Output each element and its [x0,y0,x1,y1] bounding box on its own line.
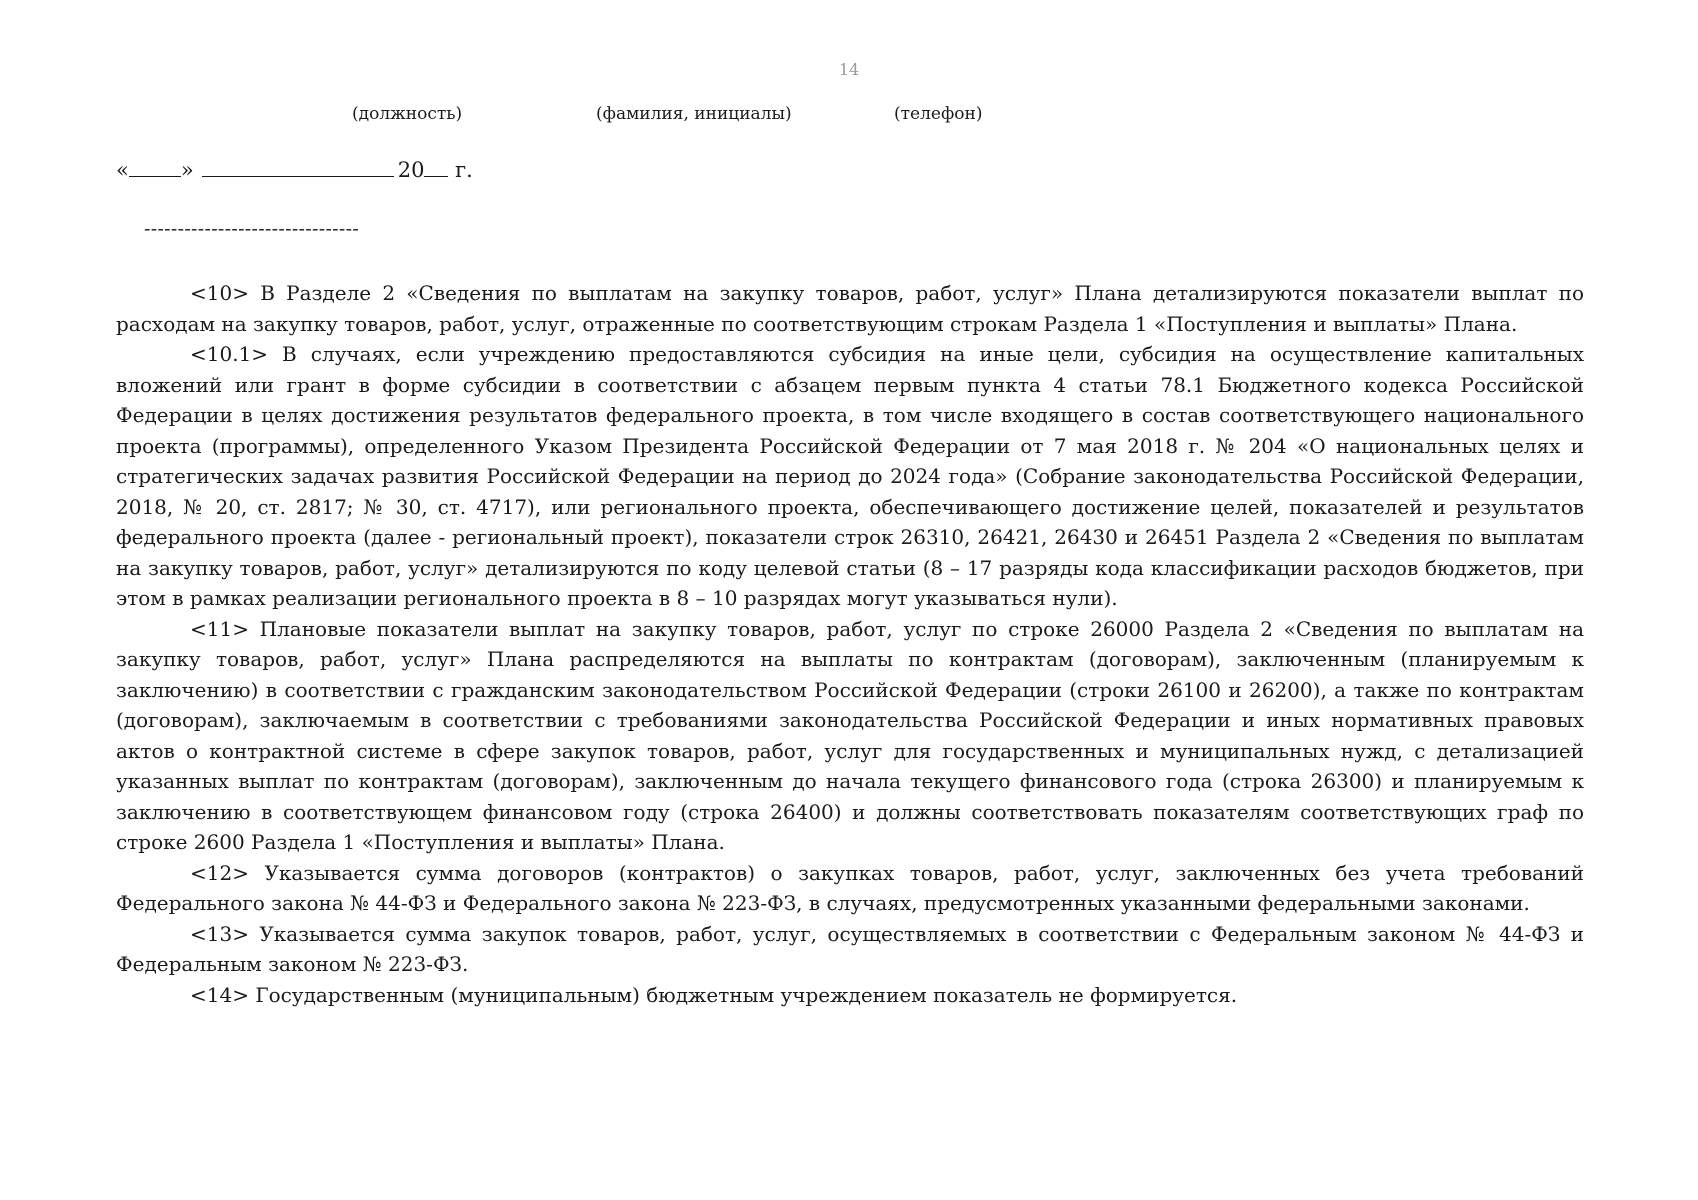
page-number: 14 [838,60,860,79]
year-suffix: г. [455,158,473,182]
footnotes [116,278,1584,1010]
day-blank [129,158,181,177]
name-caption: (фамилия, инициалы) [596,104,792,124]
date-open-quote: « [116,158,129,182]
footnote-13: <13> Указывается сумма закупок товаров, работ, услуг, осуществляемых в соответствии с Федеральным законом № 44-ФЗ и Федеральным законом № 223-ФЗ. [116,921,1584,976]
year-blank [424,158,448,177]
footnote-10: <10> В Разделе 2 «Сведения по выплатам на закупку товаров, работ, услуг» Плана детализируются показатели выплат по расходам на закупку товаров, работ, услуг, отраженные по соответствующим строкам Раздела 1 «Поступления и выплаты» Плана. [116,281,1584,336]
position-caption: (должность) [352,104,463,124]
footnote-10-1: <10.1> В случаях, если учреждению предоставляются субсидия на иные цели, субсидия на осуществление капитальных вложений или грант в форме субсидии в соответствии с абзацем первым пункта 4 статьи 78.1 Бюджетного кодекса Российской Федерации в целях достижения результатов федерального проекта, в том числе входящего в состав соответствующего национального проекта (программы), определенного Указом Президента Российской Федерации от 7 мая 2018 г. № 204 «О национальных целях и стратегических задачах развития Российской Федерации на период до 2024 года» (Собрание законодательства Российской Федерации, 2018, № 20, ст. 2817; № 30, ст. 4717), или регионального проекта, обеспечивающего достижение целей, показателей и результатов федерального проекта (далее - региональный проект), показатели строк 26310, 26421, 26430 и 26451 Раздела 2 «Сведения по выплатам на закупку товаров, работ, услуг» детализируются по коду целевой статьи (8 – 17 разряды кода классификации расходов бюджетов, при этом в рамках реализации регионального проекта в 8 – 10 разрядах могут указываться нули). [116,342,1584,610]
footnote-11: <11> Плановые показатели выплат на закупку товаров, работ, услуг по строке 26000 Раздела 2 «Сведения по выплатам на закупку товаров, работ, услуг» Плана распределяются на выплаты по контрактам (договорам), заключенным (планируемым к заключению) в соответствии с гражданским законодательством Российской Федерации (строки 26100 и 26200), а также по контрактам (договорам), заключаемым в соответствии с требованиями законодательства Российской Федерации и иных нормативных правовых актов о контрактной системе в сфере закупок товаров, работ, услуг для государственных и муниципальных нужд, с детализацией указанных выплат по контрактам (договорам), заключенным до начала текущего финансового года (строка 26300) и планируемым к заключению в соответствующем финансовом году (строка 26400) и должны соответствовать показателям соответствующих граф по строке 2600 Раздела 1 «Поступления и выплаты» Плана. [116,616,1584,854]
date-close-quote: » [180,158,194,182]
date-line [116,158,473,182]
footnote-separator: -------------------------------- [144,218,360,240]
footnote-14: <14> Государственным (муниципальным) бюджетным учреждением показатель не формируется. [190,982,1238,1007]
footnote-12: <12> Указывается сумма договоров (контрактов) о закупках товаров, работ, услуг, заключенных без учета требований Федерального закона № 44-ФЗ и Федерального закона № 223-ФЗ, в случаях, предусмотренных указанными федеральными законами. [116,860,1584,915]
year-prefix: 20 [397,158,425,182]
phone-caption: (телефон) [894,104,983,124]
month-blank [202,158,394,177]
